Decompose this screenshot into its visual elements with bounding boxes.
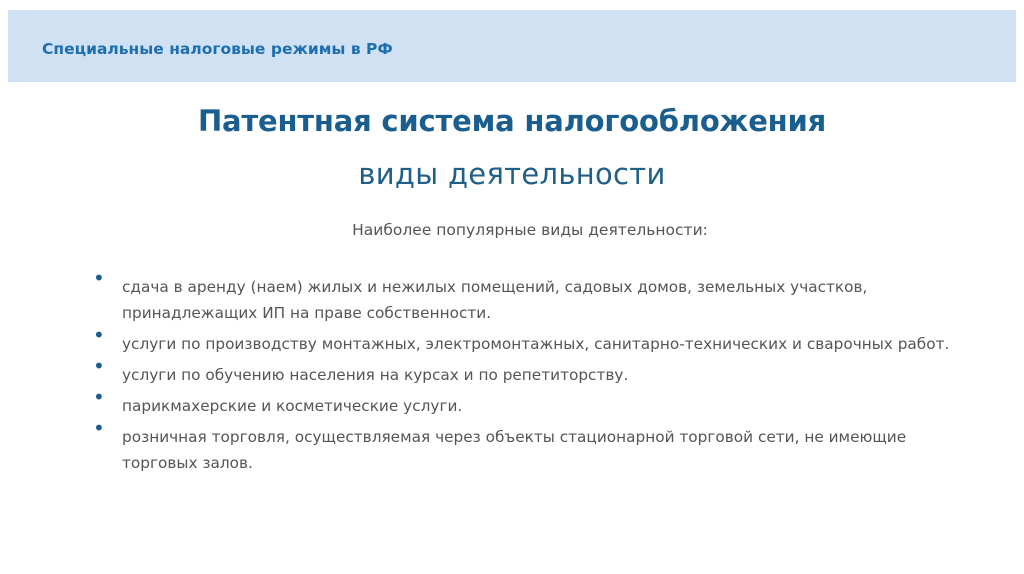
list-item (93, 385, 982, 419)
list-item (93, 323, 982, 357)
bullet-dot-icon: • (93, 323, 105, 347)
list-item-text: парикмахерские и косметические услуги. (122, 397, 463, 415)
intro-text: Наиболее популярные виды деятельности: (352, 221, 708, 239)
bullet-dot-icon: • (93, 385, 105, 409)
list-item (93, 266, 982, 326)
list-item-text: услуги по производству монтажных, электромонтажных, санитарно-технических и сварочных работ. (122, 335, 950, 353)
list-item (93, 416, 982, 476)
bullet-dot-icon: • (93, 416, 105, 440)
bullet-dot-icon: • (93, 266, 105, 290)
activity-list (93, 266, 982, 481)
list-item-text: розничная торговля, осуществляемая через объекты стационарной торговой сети, не имеющие торговых залов. (122, 428, 907, 472)
list-item-text: сдача в аренду (наем) жилых и нежилых помещений, садовых домов, земельных участков, принадлежащих ИП на праве собственности. (122, 278, 868, 322)
list-item-text: услуги по обучению населения на курсах и по репетиторству. (122, 366, 629, 384)
header-title: Специальные налоговые режимы в РФ (42, 40, 393, 58)
slide-title: Патентная система налогообложения (197, 104, 827, 138)
bullet-dot-icon: • (93, 354, 105, 378)
list-item (93, 354, 982, 388)
slide-subtitle: виды деятельности (358, 157, 666, 191)
